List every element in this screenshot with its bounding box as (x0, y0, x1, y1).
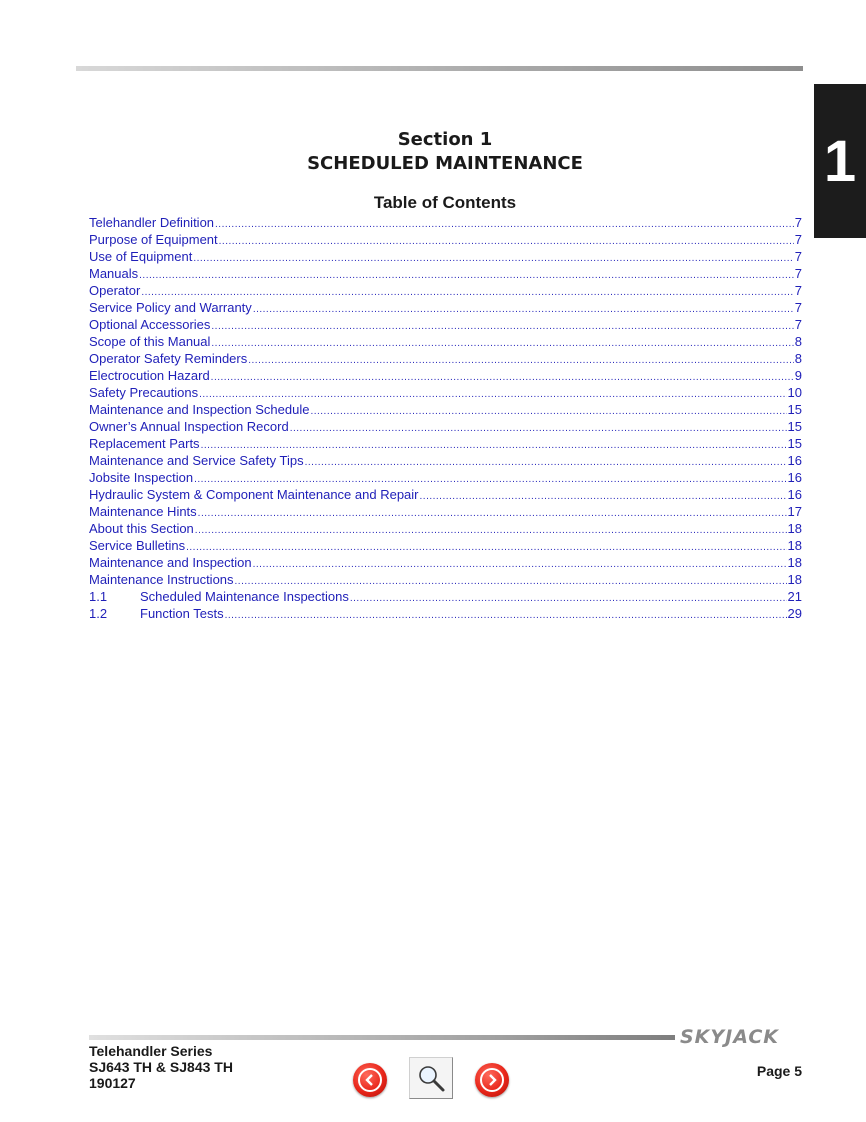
toc-entry-title: Purpose of Equipment (89, 232, 218, 247)
toc-entry-page: 18 (787, 555, 802, 570)
footer-rule (89, 1035, 675, 1040)
toc-entry[interactable] (89, 537, 802, 554)
toc-leader-dots (350, 590, 787, 605)
footer-models: SJ643 TH & SJ843 TH (89, 1059, 233, 1075)
toc-leader-dots (290, 420, 787, 435)
toc-entry-title: Operator Safety Reminders (89, 351, 248, 366)
toc-leader-dots (225, 607, 787, 622)
toc-entry[interactable] (89, 520, 802, 537)
chevron-left-icon (358, 1068, 382, 1092)
toc-entry-title: Function Tests (140, 606, 224, 621)
toc-entry[interactable] (89, 435, 802, 452)
toc-entry[interactable] (89, 248, 802, 265)
toc-entry-page: 7 (794, 317, 802, 332)
toc-entry-title: Manuals (89, 266, 139, 281)
toc-entry-title: Maintenance Hints (89, 504, 197, 519)
toc-entry-title: Owner’s Annual Inspection Record (89, 419, 289, 434)
footer-series: Telehandler Series (89, 1043, 213, 1059)
toc-leader-dots (215, 216, 794, 231)
toc-entry[interactable] (89, 350, 802, 367)
toc-entry[interactable] (89, 316, 802, 333)
toc-entry[interactable] (89, 554, 802, 571)
toc-entry[interactable] (89, 418, 802, 435)
toc-entry[interactable] (89, 571, 802, 588)
footer-info (89, 1043, 233, 1091)
toc-entry-title: Replacement Parts (89, 436, 200, 451)
toc-entry[interactable] (89, 469, 802, 486)
toc-leader-dots (211, 369, 794, 384)
toc-entry[interactable] (89, 367, 802, 384)
toc-leader-dots (219, 233, 794, 248)
toc-leader-dots (186, 539, 786, 554)
toc-entry-page: 7 (794, 300, 802, 315)
toc-entry-page: 7 (794, 266, 802, 281)
toc-entry-title: Service Policy and Warranty (89, 300, 252, 315)
page-number: Page 5 (756, 1063, 802, 1079)
toc-leader-dots (199, 386, 786, 401)
toc-entry-number: 1.1 (89, 589, 108, 604)
toc-leader-dots (235, 573, 787, 588)
toc-entry-page: 7 (794, 232, 802, 247)
toc-entry[interactable] (89, 588, 802, 605)
toc-entry-page: 16 (787, 470, 802, 485)
toc-entry-page: 15 (787, 436, 802, 451)
toc-entry[interactable] (89, 401, 802, 418)
toc-leader-dots (420, 488, 787, 503)
toc-entry-number: 1.2 (89, 606, 108, 621)
toc-entry-page: 17 (787, 504, 802, 519)
toc-entry-page: 8 (794, 351, 802, 366)
toc-entry-page: 10 (787, 385, 802, 400)
toc-entry[interactable] (89, 384, 802, 401)
toc-entry[interactable] (89, 265, 802, 282)
toc-leader-dots (194, 471, 786, 486)
toc-heading: Table of Contents (373, 193, 517, 212)
toc-leader-dots (141, 284, 793, 299)
toc-entry-page: 16 (787, 453, 802, 468)
toc-entry[interactable] (89, 231, 802, 248)
next-page-button[interactable] (475, 1063, 509, 1097)
toc-leader-dots (253, 301, 794, 316)
toc-entry-title: Hydraulic System & Component Maintenance and Repair (89, 487, 419, 502)
toc-entry-title: Service Bulletins (89, 538, 186, 553)
section-tab-number: 1 (823, 128, 857, 194)
toc-entry-page: 29 (787, 606, 802, 621)
toc-leader-dots (305, 454, 787, 469)
toc-leader-dots (195, 522, 787, 537)
toc-entry-page: 7 (794, 249, 802, 264)
toc-entry-page: 21 (787, 589, 802, 604)
toc-entry-title: Electrocution Hazard (89, 368, 210, 383)
toc-entry-title: Operator (89, 283, 141, 298)
toc-entry-page: 15 (787, 419, 802, 434)
chevron-right-icon (480, 1068, 504, 1092)
toc-leader-dots (211, 318, 793, 333)
top-rule (76, 66, 803, 71)
toc-entry-title: Telehandler Definition (89, 215, 215, 230)
toc-leader-dots (248, 352, 794, 367)
toc-entry-title: Scope of this Manual (89, 334, 211, 349)
section-title: SCHEDULED MAINTENANCE (307, 153, 583, 174)
toc-entry-page: 7 (794, 215, 802, 230)
toc-entry-title: Maintenance Instructions (89, 572, 234, 587)
toc-entry-page: 9 (794, 368, 802, 383)
toc-entry-page: 18 (787, 572, 802, 587)
toc-leader-dots (198, 505, 787, 520)
brand-logo: SKYJACK (680, 1026, 780, 1048)
toc-entry[interactable] (89, 214, 802, 231)
toc-entry[interactable] (89, 605, 802, 622)
footer-doc-number: 190127 (89, 1075, 136, 1091)
toc-leader-dots (253, 556, 787, 571)
toc-entry[interactable] (89, 333, 802, 350)
magnifier-icon (416, 1063, 446, 1093)
toc-leader-dots (139, 267, 794, 282)
toc-entry-page: 7 (794, 283, 802, 298)
toc-entry-title: About this Section (89, 521, 194, 536)
toc-entry[interactable] (89, 486, 802, 503)
toc-entry[interactable] (89, 503, 802, 520)
toc-leader-dots (201, 437, 787, 452)
previous-page-button[interactable] (353, 1063, 387, 1097)
toc-entry-page: 15 (787, 402, 802, 417)
toc-entry-page: 8 (794, 334, 802, 349)
toc-entry-title: Scheduled Maintenance Inspections (140, 589, 349, 604)
toc-entry[interactable] (89, 299, 802, 316)
table-of-contents (89, 214, 802, 622)
toc-entry-title: Optional Accessories (89, 317, 211, 332)
toc-leader-dots (211, 335, 793, 350)
toc-entry-page: 16 (787, 487, 802, 502)
toc-leader-dots (310, 403, 786, 418)
toc-entry-title: Safety Precautions (89, 385, 199, 400)
toc-entry[interactable] (89, 452, 802, 469)
search-button[interactable] (409, 1057, 453, 1099)
toc-entry-title: Maintenance and Service Safety Tips (89, 453, 304, 468)
toc-entry-page: 18 (787, 538, 802, 553)
section-label: Section 1 (397, 129, 493, 150)
toc-entry-title: Use of Equipment (89, 249, 193, 264)
toc-entry-title: Maintenance and Inspection (89, 555, 252, 570)
toc-entry-page: 18 (787, 521, 802, 536)
toc-entry[interactable] (89, 282, 802, 299)
toc-entry-title: Jobsite Inspection (89, 470, 194, 485)
toc-leader-dots (193, 250, 793, 265)
toc-entry-title: Maintenance and Inspection Schedule (89, 402, 310, 417)
